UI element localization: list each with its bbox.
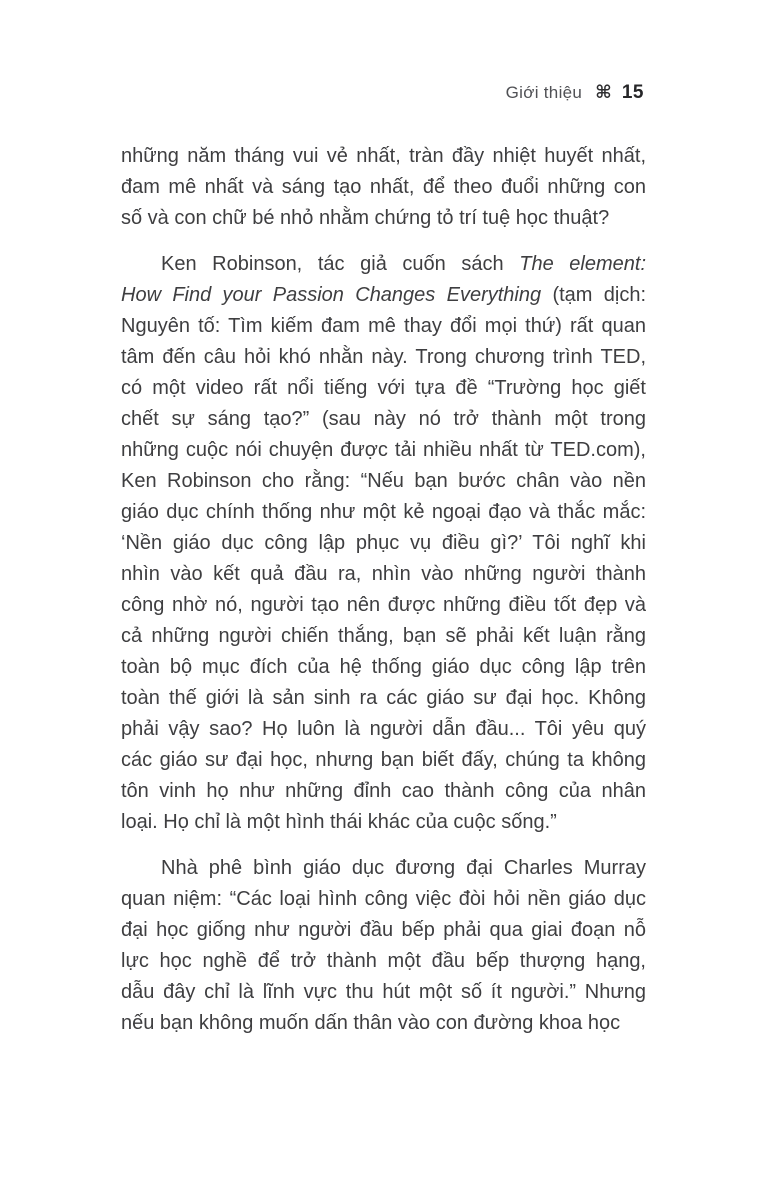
text-segment: toàn thế giới là sản sinh ra các giáo sư đại học. Không: [121, 687, 646, 709]
text-line: [121, 280, 646, 311]
text-segment: quan niệm: “Các loại hình công việc đòi hỏi nền giáo dục: [121, 888, 646, 910]
command-icon: ⌘: [595, 82, 612, 103]
text-segment: những cuộc nói chuyện được tải nhiều nhất từ TED.com),: [121, 439, 646, 461]
text-line: [121, 884, 646, 915]
text-line: [121, 745, 646, 776]
page-number: 15: [621, 82, 644, 103]
text-line: [121, 404, 646, 435]
text-line: [121, 853, 646, 884]
text-line: [121, 946, 646, 977]
italic-text-segment: The element:: [519, 253, 647, 275]
header-section-title: Giới thiệu: [505, 83, 583, 102]
text-line: [121, 1008, 646, 1039]
text-segment: phải vậy sao? Họ luôn là người dẫn đầu... Tôi yêu quý: [121, 718, 646, 740]
paragraph-1: [121, 141, 646, 234]
text-segment: lực học nghề để trở thành một đầu bếp thượng hạng,: [121, 950, 646, 972]
text-line: [121, 559, 646, 590]
text-line: [121, 373, 646, 404]
text-segment: số và con chữ bé nhỏ nhằm chứng tỏ trí tuệ học thuật?: [121, 207, 610, 229]
text-segment: đam mê nhất và sáng tạo nhất, để theo đuổi những con: [121, 176, 646, 198]
text-line: [121, 915, 646, 946]
text-line: [121, 714, 646, 745]
text-segment: ‘Nền giáo dục công lập phục vụ điều gì?’ Tôi nghĩ khi: [121, 532, 646, 554]
text-line: [121, 590, 646, 621]
text-line: [121, 776, 646, 807]
text-line: [121, 683, 646, 714]
text-segment: Ken Robinson, tác giả cuốn sách: [161, 253, 520, 275]
text-segment: loại. Họ chỉ là một hình thái khác của cuộc sống.”: [121, 811, 557, 833]
paragraph-2: [121, 249, 646, 838]
text-segment: (tạm dịch:: [541, 284, 647, 306]
text-line: [121, 497, 646, 528]
text-line: [121, 203, 646, 234]
page-content: [121, 141, 646, 1039]
text-segment: nếu bạn không muốn dấn thân vào con đường khoa học: [121, 1012, 621, 1034]
text-line: [121, 466, 646, 497]
text-line: [121, 807, 646, 838]
text-segment: cả những người chiến thắng, bạn sẽ phải kết luận rằng: [121, 625, 646, 647]
text-line: [121, 141, 646, 172]
text-segment: Ken Robinson cho rằng: “Nếu bạn bước chân vào nền: [121, 470, 646, 492]
text-segment: giáo dục chính thống như một kẻ ngoại đạo và thắc mắc:: [121, 501, 646, 523]
text-segment: tôn vinh họ như những đỉnh cao thành công của nhân: [121, 780, 646, 802]
text-segment: chết sự sáng tạo?” (sau này nó trở thành một trong: [121, 408, 646, 430]
text-segment: công nhờ nó, người tạo nên được những điều tốt đẹp và: [121, 594, 646, 616]
text-segment: Nguyên tố: Tìm kiếm đam mê thay đổi mọi thứ) rất quan: [121, 315, 646, 337]
text-segment: dẫu đây chỉ là lĩnh vực thu hút một số ít người.” Nhưng: [121, 981, 646, 1003]
text-line: [121, 528, 646, 559]
text-line: [121, 311, 646, 342]
paragraph-3: [121, 853, 646, 1039]
text-line: [121, 621, 646, 652]
text-line: [121, 652, 646, 683]
text-segment: các giáo sư đại học, nhưng bạn biết đấy, chúng ta không: [121, 749, 646, 771]
text-segment: toàn bộ mục đích của hệ thống giáo dục công lập trên: [121, 656, 646, 678]
text-segment: tâm đến câu hỏi khó nhằn này. Trong chương trình TED,: [121, 346, 646, 368]
text-segment: đại học giống như người đầu bếp phải qua giai đoạn nỗ: [121, 919, 646, 941]
text-segment: những năm tháng vui vẻ nhất, tràn đầy nhiệt huyết nhất,: [121, 145, 646, 167]
text-segment: có một video rất nổi tiếng với tựa đề “Trường học giết: [121, 377, 646, 399]
text-line: [121, 977, 646, 1008]
text-segment: nhìn vào kết quả đầu ra, nhìn vào những người thành: [121, 563, 646, 585]
italic-text-segment: How Find your Passion Changes Everything: [121, 284, 542, 306]
text-line: [121, 172, 646, 203]
text-line: [121, 435, 646, 466]
text-line: [121, 249, 646, 280]
text-line: [121, 342, 646, 373]
text-segment: Nhà phê bình giáo dục đương đại Charles Murray: [161, 857, 646, 879]
page-header: [506, 82, 644, 104]
